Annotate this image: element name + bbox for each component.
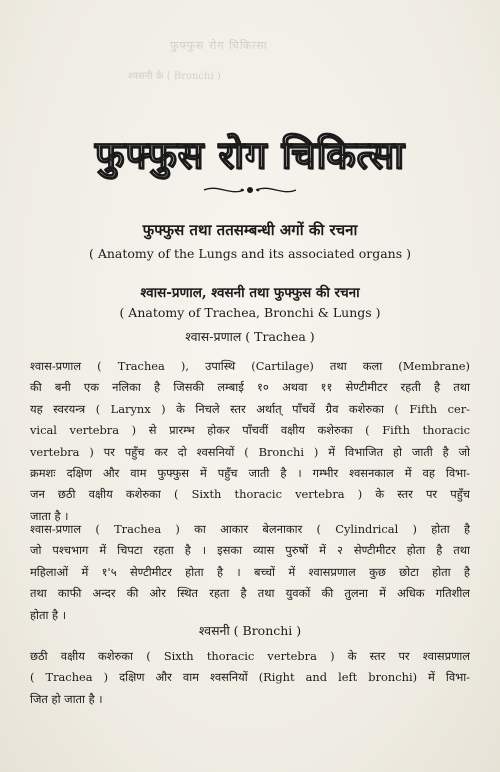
subsection-heading-hindi: श्वास-प्रणाल, श्वसनी तथा फुफ्फुस की रचना — [140, 285, 360, 301]
page-title: फुफ्फुस रोग चिकित्सा — [95, 132, 405, 177]
text-line: श्वास-प्रणाल ( Trachea ), उपास्थि (Cartilage) तथा कला (Membrane) — [30, 359, 470, 373]
text-line: जन छठी वक्षीय कशेरुका ( Sixth thoracic vertebra ) के स्तर पर पहुँच — [30, 487, 470, 502]
text-line: vical vertebra ) से प्रारम्भ होकर पाँचवीं वक्षीय कशेरुका ( Fifth thoracic — [30, 423, 470, 438]
section-heading-hindi: फुफ्फुस तथा ततसम्बन्धी अगों की रचना — [142, 221, 358, 239]
bleed-line: श्वसनी के ( Bronchi ) — [128, 71, 221, 82]
bleed-header: फुफ्फुस रोग चिकित्सा — [170, 39, 268, 52]
text-line: यह स्वरयन्त्र ( Larynx ) के निचले स्तर अर्थात् पाँचवें ग्रैव कशेरुका ( Fifth cer- — [30, 401, 470, 416]
section-heading-english: ( Anatomy of the Lungs and its associated organs ) — [89, 246, 411, 261]
subsection-heading-english: ( Anatomy of Trachea, Bronchi & Lungs ) — [119, 305, 381, 320]
text-line: महिलाओं में १'५ सेण्टीमीटर होता है । बच्चों में श्वासप्रणाल कुछ छोटा होता है — [30, 564, 470, 579]
paragraph-bronchi — [30, 646, 470, 710]
text-line: श्वास-प्रणाल ( Trachea ) का आकार बेलनाकार ( Cylindrical ) होता है — [30, 522, 470, 536]
paragraph-trachea-shape — [30, 519, 470, 626]
text-line: जित हो जाता है । — [30, 691, 103, 706]
text-line: जो पश्चभाग में चिपटा रहता है । इसका व्यास पुरुषों में २ सेण्टीमीटर होता है तथा — [30, 543, 470, 558]
paragraph-trachea-structure — [30, 356, 470, 527]
text-line: तथा काफी अन्दर की ओर स्थित रहता है तथा युवकों की तुलना में अधिक गतिशील — [30, 586, 470, 601]
title-ornament — [200, 183, 300, 197]
text-line: जाता है । — [30, 508, 69, 523]
text-line: की बनी एक नलिका है जिसकी लम्बाई १० अथवा ११ सेण्टीमीटर रहती है तथा — [30, 380, 470, 395]
text-line: ( Trachea ) दक्षिण और वाम श्वसनियों (Right and left bronchi) में विभा- — [30, 670, 470, 685]
text-line: होता है । — [30, 607, 67, 622]
text-line: vertebra ) पर पहुँच कर दो श्वसनियों ( Bronchi ) में विभाजित हो जाती है जो — [30, 444, 470, 459]
text-line: छठी वक्षीय कशेरुका ( Sixth thoracic vertebra ) के स्तर पर श्वासप्रणाल — [30, 649, 470, 663]
bronchi-heading: श्वसनी ( Bronchi ) — [198, 623, 302, 638]
text-line: क्रमशः दक्षिण और वाम फुफ्फुस में पहुँच जाती है । गम्भीर श्वसनकाल में वह विभा- — [30, 466, 470, 481]
trachea-heading: श्वास-प्रणाल ( Trachea ) — [185, 329, 315, 344]
